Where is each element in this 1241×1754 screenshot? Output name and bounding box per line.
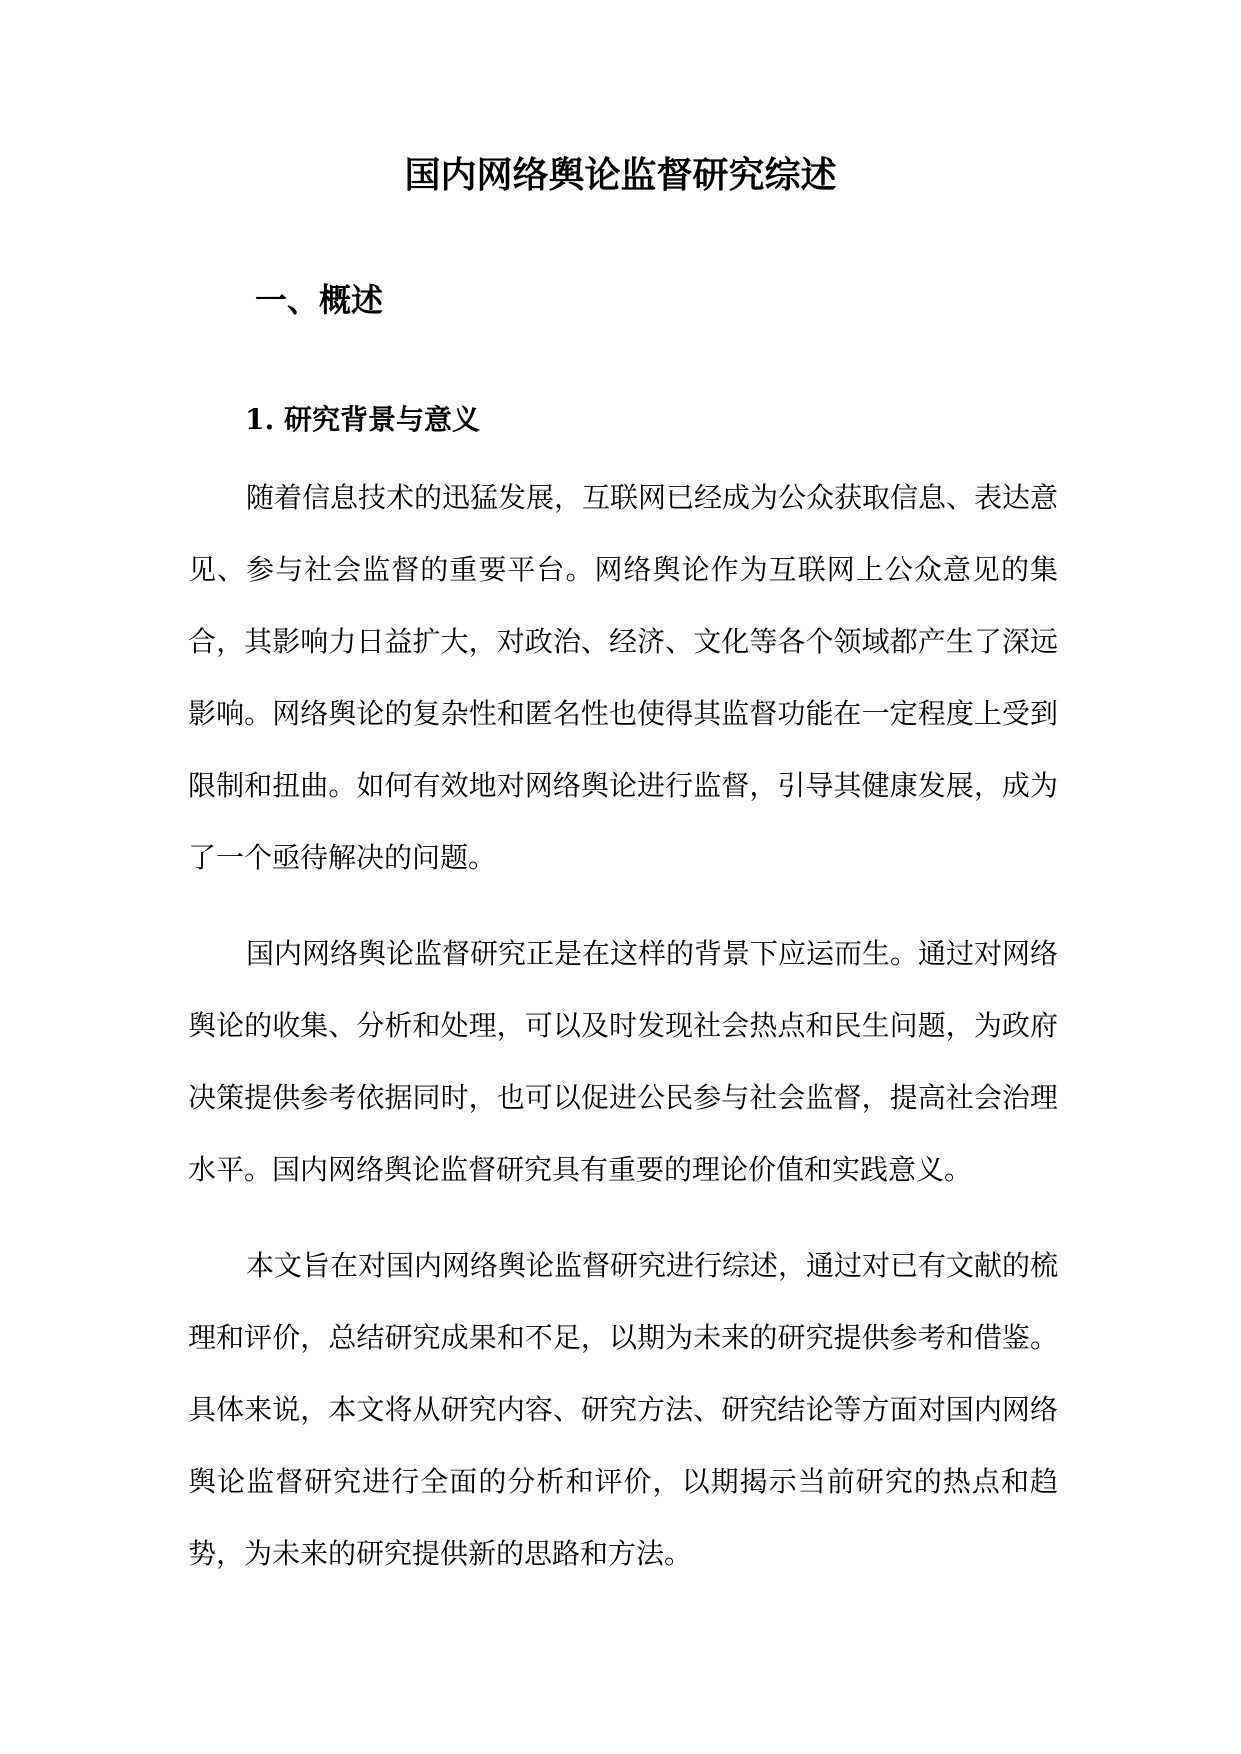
body-paragraph: 国内网络舆论监督研究正是在这样的背景下应运而生。通过对网络舆论的收集、分析和处理，可以及时发现社会热点和民生问题，为政府决策提供参考依据同时，也可以促进公民参与社会监督，提高社会治理水平。国内网络舆论监督研究具有重要的理论价值和实践意义。: [188, 937, 1059, 1186]
subsection-heading: 1. 研究背景与意义: [245, 403, 480, 436]
document-title: 国内网络舆论监督研究综述: [404, 154, 837, 196]
section-heading: 一、概述: [255, 281, 384, 319]
body-paragraph: 随着信息技术的迅猛发展，互联网已经成为公众获取信息、表达意见、参与社会监督的重要平台。网络舆论作为互联网上公众意见的集合，其影响力日益扩大，对政治、经济、文化等各个领域都产生了深远影响。网络舆论的复杂性和匿名性也使得其监督功能在一定程度上受到限制和扭曲。如何有效地对网络舆论进行监督，引导其健康发展，成为了一个亟待解决的问题。: [188, 481, 1059, 874]
body-paragraph: 本文旨在对国内网络舆论监督研究进行综述，通过对已有文献的梳理和评价，总结研究成果和不足，以期为未来的研究提供参考和借鉴。具体来说，本文将从研究内容、研究方法、研究结论等方面对国内网络舆论监督研究进行全面的分析和评价，以期揭示当前研究的热点和趋势，为未来的研究提供新的思路和方法。: [188, 1249, 1059, 1570]
